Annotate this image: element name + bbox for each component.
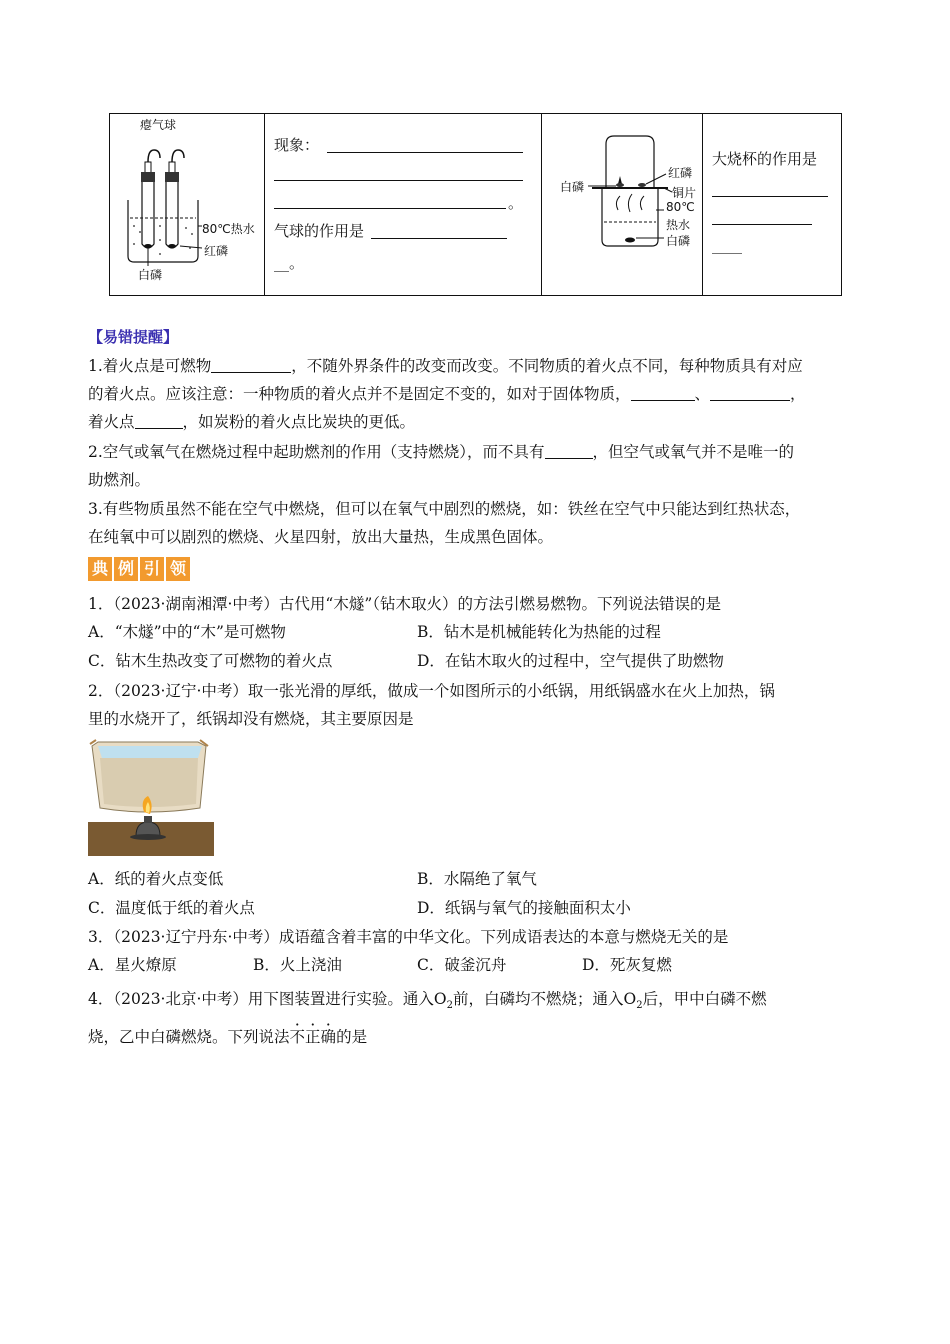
question-1-option-a[interactable]: A．“木燧”中的“木”是可燃物 <box>88 623 286 641</box>
red-phosphorus-label: 红磷 <box>668 166 693 180</box>
tip-2-line-1 <box>88 441 794 463</box>
tip-text: 1.着火点是可燃物 <box>88 357 212 375</box>
blank-end: __。 <box>274 254 305 272</box>
answer-blank <box>274 208 506 209</box>
tip-1-line-3 <box>88 411 415 433</box>
formula-sub: 2 <box>636 1000 643 1012</box>
tip-text: 的着火点。应该注意：一种物质的着火点并不是固定不变的，如对于固体物质， <box>88 385 631 403</box>
answer-blank <box>327 152 523 153</box>
question-2-option-a[interactable]: A．纸的着火点变低 <box>88 870 224 888</box>
answer-blank <box>545 443 593 459</box>
oxygen-formula <box>623 990 643 1012</box>
question-2-option-c[interactable]: C．温度低于纸的着火点 <box>88 899 255 917</box>
tip-1-line-1 <box>88 355 803 377</box>
question-2-option-d[interactable]: D．纸锅与氧气的接触面积太小 <box>417 899 631 917</box>
formula-sub: 2 <box>446 1000 454 1012</box>
question-4-stem-line-2 <box>88 1026 367 1048</box>
question-3-stem: 3．（2023·辽宁丹东·中考）成语蕴含着丰富的中华文化。下列成语表达的本意与燃烧无关的是 <box>88 928 729 946</box>
question-4-stem-line-1 <box>88 988 767 1017</box>
question-1-option-d[interactable]: D．在钻木取火的过程中，空气提供了助燃物 <box>417 652 724 670</box>
question-text: 烧，乙中白磷燃烧。下列说法 <box>88 1028 290 1046</box>
question-2-stem-line-1: 2．（2023·辽宁·中考）取一张光滑的厚纸，做成一个如图所示的小纸锅，用纸锅盛水在火上加热，锅 <box>88 682 775 700</box>
banner-char: 例 <box>114 557 138 581</box>
question-1-option-c[interactable]: C．钻木生热改变了可燃物的着火点 <box>88 652 333 670</box>
tip-3-line-1: 3.有些物质虽然不能在空气中燃烧，但可以在氧气中剧烈的燃烧，如：铁丝在空气中只能达到红热状态， <box>88 500 801 518</box>
tip-title: 【易错提醒】 <box>88 328 179 346</box>
question-1-option-b[interactable]: B．钻木是机械能转化为热能的过程 <box>417 623 661 641</box>
formula-o: O <box>433 990 447 1008</box>
temperature-label: 80℃ <box>666 200 695 214</box>
answer-blank <box>712 196 828 197</box>
tip-text: ，如炭粉的着火点比炭块的更低。 <box>182 413 416 431</box>
question-3-option-d[interactable]: D．死灰复燃 <box>582 956 672 974</box>
emphasis-char: 确 <box>320 1028 337 1046</box>
paper-pot-figure <box>88 738 214 856</box>
oxygen-formula <box>433 990 454 1012</box>
copper-plate-label: 铜片 <box>672 186 697 200</box>
phenomenon-cell <box>265 114 541 295</box>
answer-blank <box>371 238 507 239</box>
balloon-role-label: 气球的作用是 <box>274 222 365 240</box>
question-3-option-c[interactable]: C．破釜沉舟 <box>417 956 507 974</box>
question-2-stem-line-2: 里的水烧开了，纸锅却没有燃烧，其主要原因是 <box>88 710 414 728</box>
question-text: 前，白磷均不燃烧；通入 <box>453 990 624 1008</box>
copper-plate-figure <box>542 114 702 295</box>
hot-water-label: 热水 <box>666 218 691 232</box>
emphasis-char: 正 <box>305 1028 321 1046</box>
question-2-option-b[interactable]: B．水隔绝了氧气 <box>417 870 537 888</box>
question-text: 的是 <box>336 1028 368 1046</box>
tip-text: 2.空气或氧气在燃烧过程中起助燃剂的作用（支持燃烧），而不具有 <box>88 443 545 461</box>
banner-char: 领 <box>166 557 190 581</box>
phenomenon-label: 现象： <box>274 136 320 154</box>
question-1-stem: 1．（2023·湖南湘潭·中考）古代用“木燧”（钻木取火）的方法引燃易燃物。下列说法错误的是 <box>88 595 722 613</box>
period: 。 <box>508 194 524 212</box>
balloon-apparatus-figure <box>110 114 264 295</box>
beaker-role-label: 大烧杯的作用是 <box>712 150 818 168</box>
question-3-option-b[interactable]: B．火上浇油 <box>253 956 342 974</box>
emphasis-char: 不 <box>289 1028 306 1046</box>
tip-text: ，不随外界条件的改变而改变。不同物质的着火点不同，每种物质具有对应 <box>291 357 803 375</box>
answer-blank <box>710 385 790 401</box>
white-phosphorus-label: 白磷 <box>666 234 691 248</box>
question-3-option-a[interactable]: A．星火燎原 <box>88 956 177 974</box>
tip-text: 、 <box>694 385 711 403</box>
experiment-table <box>109 113 842 296</box>
formula-o: O <box>623 990 637 1008</box>
answer-blank <box>712 224 812 225</box>
answer-blank <box>274 180 523 181</box>
beaker-role-cell <box>703 114 843 295</box>
balloon-label: 瘪气球 <box>140 118 177 132</box>
tip-text: 着火点 <box>88 413 135 431</box>
question-text: 4．（2023·北京·中考）用下图装置进行实验。通入 <box>88 990 434 1008</box>
banner-char: 典 <box>88 557 112 581</box>
answer-blank <box>135 413 183 429</box>
white-phosphorus-label: 白磷 <box>138 268 163 282</box>
white-phosphorus-label: 白磷 <box>560 180 585 194</box>
hot-water-label: 80℃热水 <box>202 222 255 236</box>
tip-text: ，但空气或氧气并不是唯一的 <box>592 443 795 461</box>
tip-text: ， <box>790 385 806 403</box>
answer-blank <box>211 357 291 373</box>
red-phosphorus-label: 红磷 <box>204 244 229 258</box>
tip-3-line-2: 在纯氧中可以剧烈的燃烧、火星四射，放出大量热，生成黑色固体。 <box>88 528 554 546</box>
tip-2-line-2: 助燃剂。 <box>88 471 151 489</box>
answer-blank <box>631 385 695 401</box>
balloon-apparatus-drawing <box>110 114 264 295</box>
tip-1-line-2 <box>88 383 806 405</box>
paper-pot-drawing <box>88 738 214 856</box>
example-banner <box>88 557 192 581</box>
question-text: 后，甲中白磷不燃 <box>642 990 767 1008</box>
banner-char: 引 <box>140 557 164 581</box>
blank-tail: ____ <box>712 236 742 254</box>
